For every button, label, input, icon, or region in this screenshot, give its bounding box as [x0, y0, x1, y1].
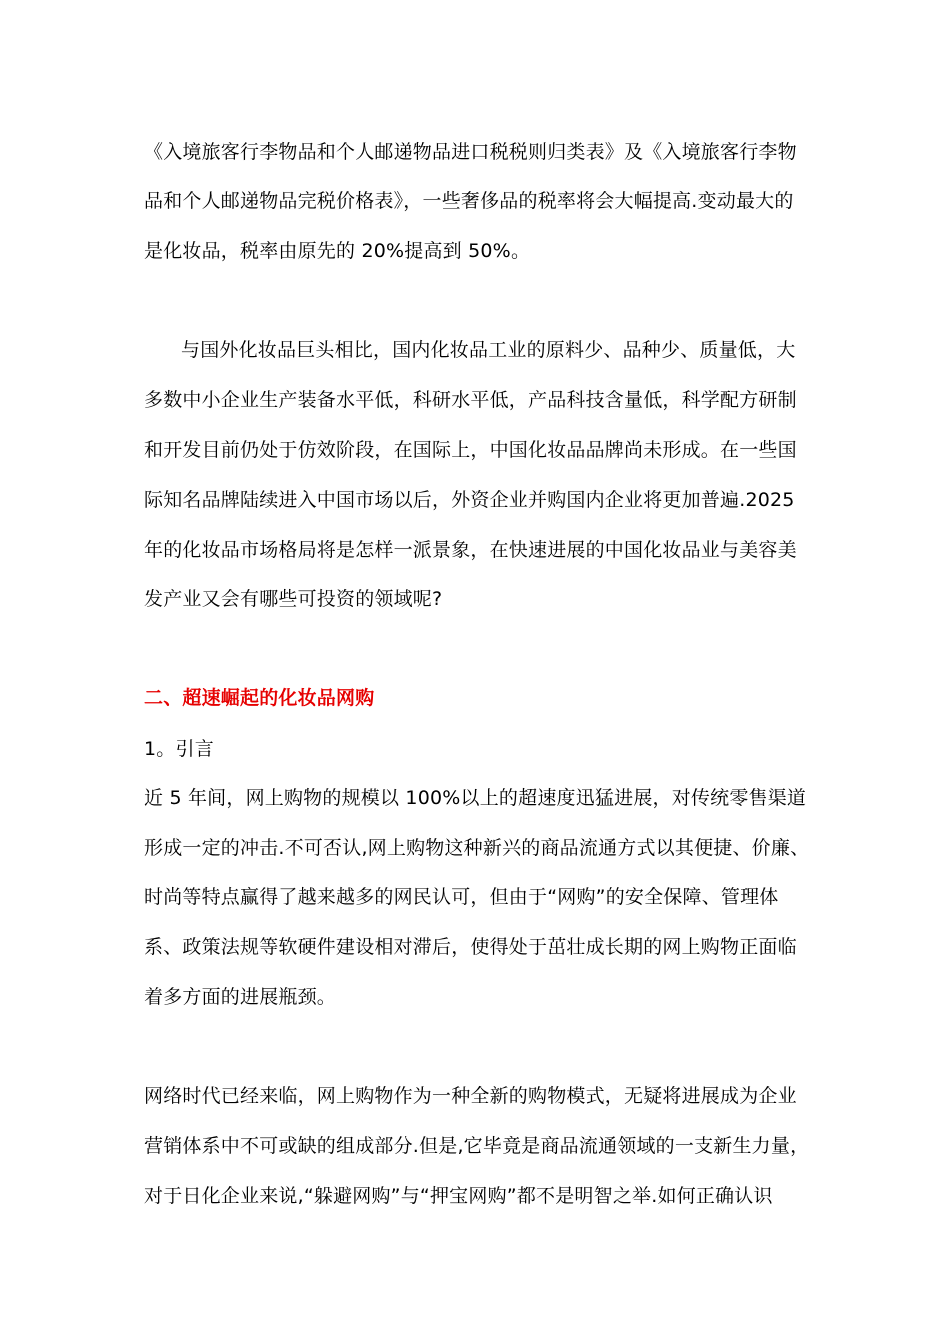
text-line: 形成一定的冲击.不可否认,网上购物这种新兴的商品流通方式以其便捷、价廉、: [144, 837, 810, 859]
text-line: 多数中小企业生产装备水平低，科研水平低，产品科技含量低，科学配方研制: [144, 389, 797, 411]
text-line: 着多方面的进展瓶颈。: [144, 986, 337, 1008]
section-heading: 二、超速崛起的化妆品网购: [144, 687, 375, 709]
text-line: 品和个人邮递物品完税价格表》，一些奢侈品的税率将会大幅提高.变动最大的: [144, 190, 794, 212]
text-line: 与国外化妆品巨头相比，国内化妆品工业的原料少、品种少、质量低，大: [181, 339, 796, 361]
text-line: 网络时代已经来临，网上购物作为一种全新的购物模式，无疑将进展成为企业: [144, 1085, 797, 1107]
text-line: 时尚等特点赢得了越来越多的网民认可，但由于“网购”的安全保障、管理体: [144, 886, 779, 908]
text-line: 近 5 年间，网上购物的规模以 100%以上的超速度迅猛进展，对传统零售渠道: [144, 787, 807, 809]
text-line: 《入境旅客行李物品和个人邮递物品进口税税则归类表》及《入境旅客行李物: [144, 141, 797, 163]
subheading: 1。引言: [144, 738, 214, 760]
text-line: 营销体系中不可或缺的组成部分.但是,它毕竟是商品流通领域的一支新生力量，: [144, 1135, 810, 1157]
text-line: 系、政策法规等软硬件建设相对滞后，使得处于茁壮成长期的网上购物正面临: [144, 936, 797, 958]
text-line: 年的化妆品市场格局将是怎样一派景象，在快速进展的中国化妆品业与美容美: [144, 539, 797, 561]
text-line: 发产业又会有哪些可投资的领域呢?: [144, 588, 443, 610]
text-line: 对于日化企业来说,“躲避网购”与“押宝网购”都不是明智之举.如何正确认识: [144, 1185, 773, 1207]
text-line: 际知名品牌陆续进入中国市场以后，外资企业并购国内企业将更加普遍.2025: [144, 489, 795, 511]
text-line: 是化妆品，税率由原先的 20%提高到 50%。: [144, 240, 531, 262]
text-line: 和开发目前仍处于仿效阶段，在国际上，中国化妆品品牌尚未形成。在一些国: [144, 439, 797, 461]
